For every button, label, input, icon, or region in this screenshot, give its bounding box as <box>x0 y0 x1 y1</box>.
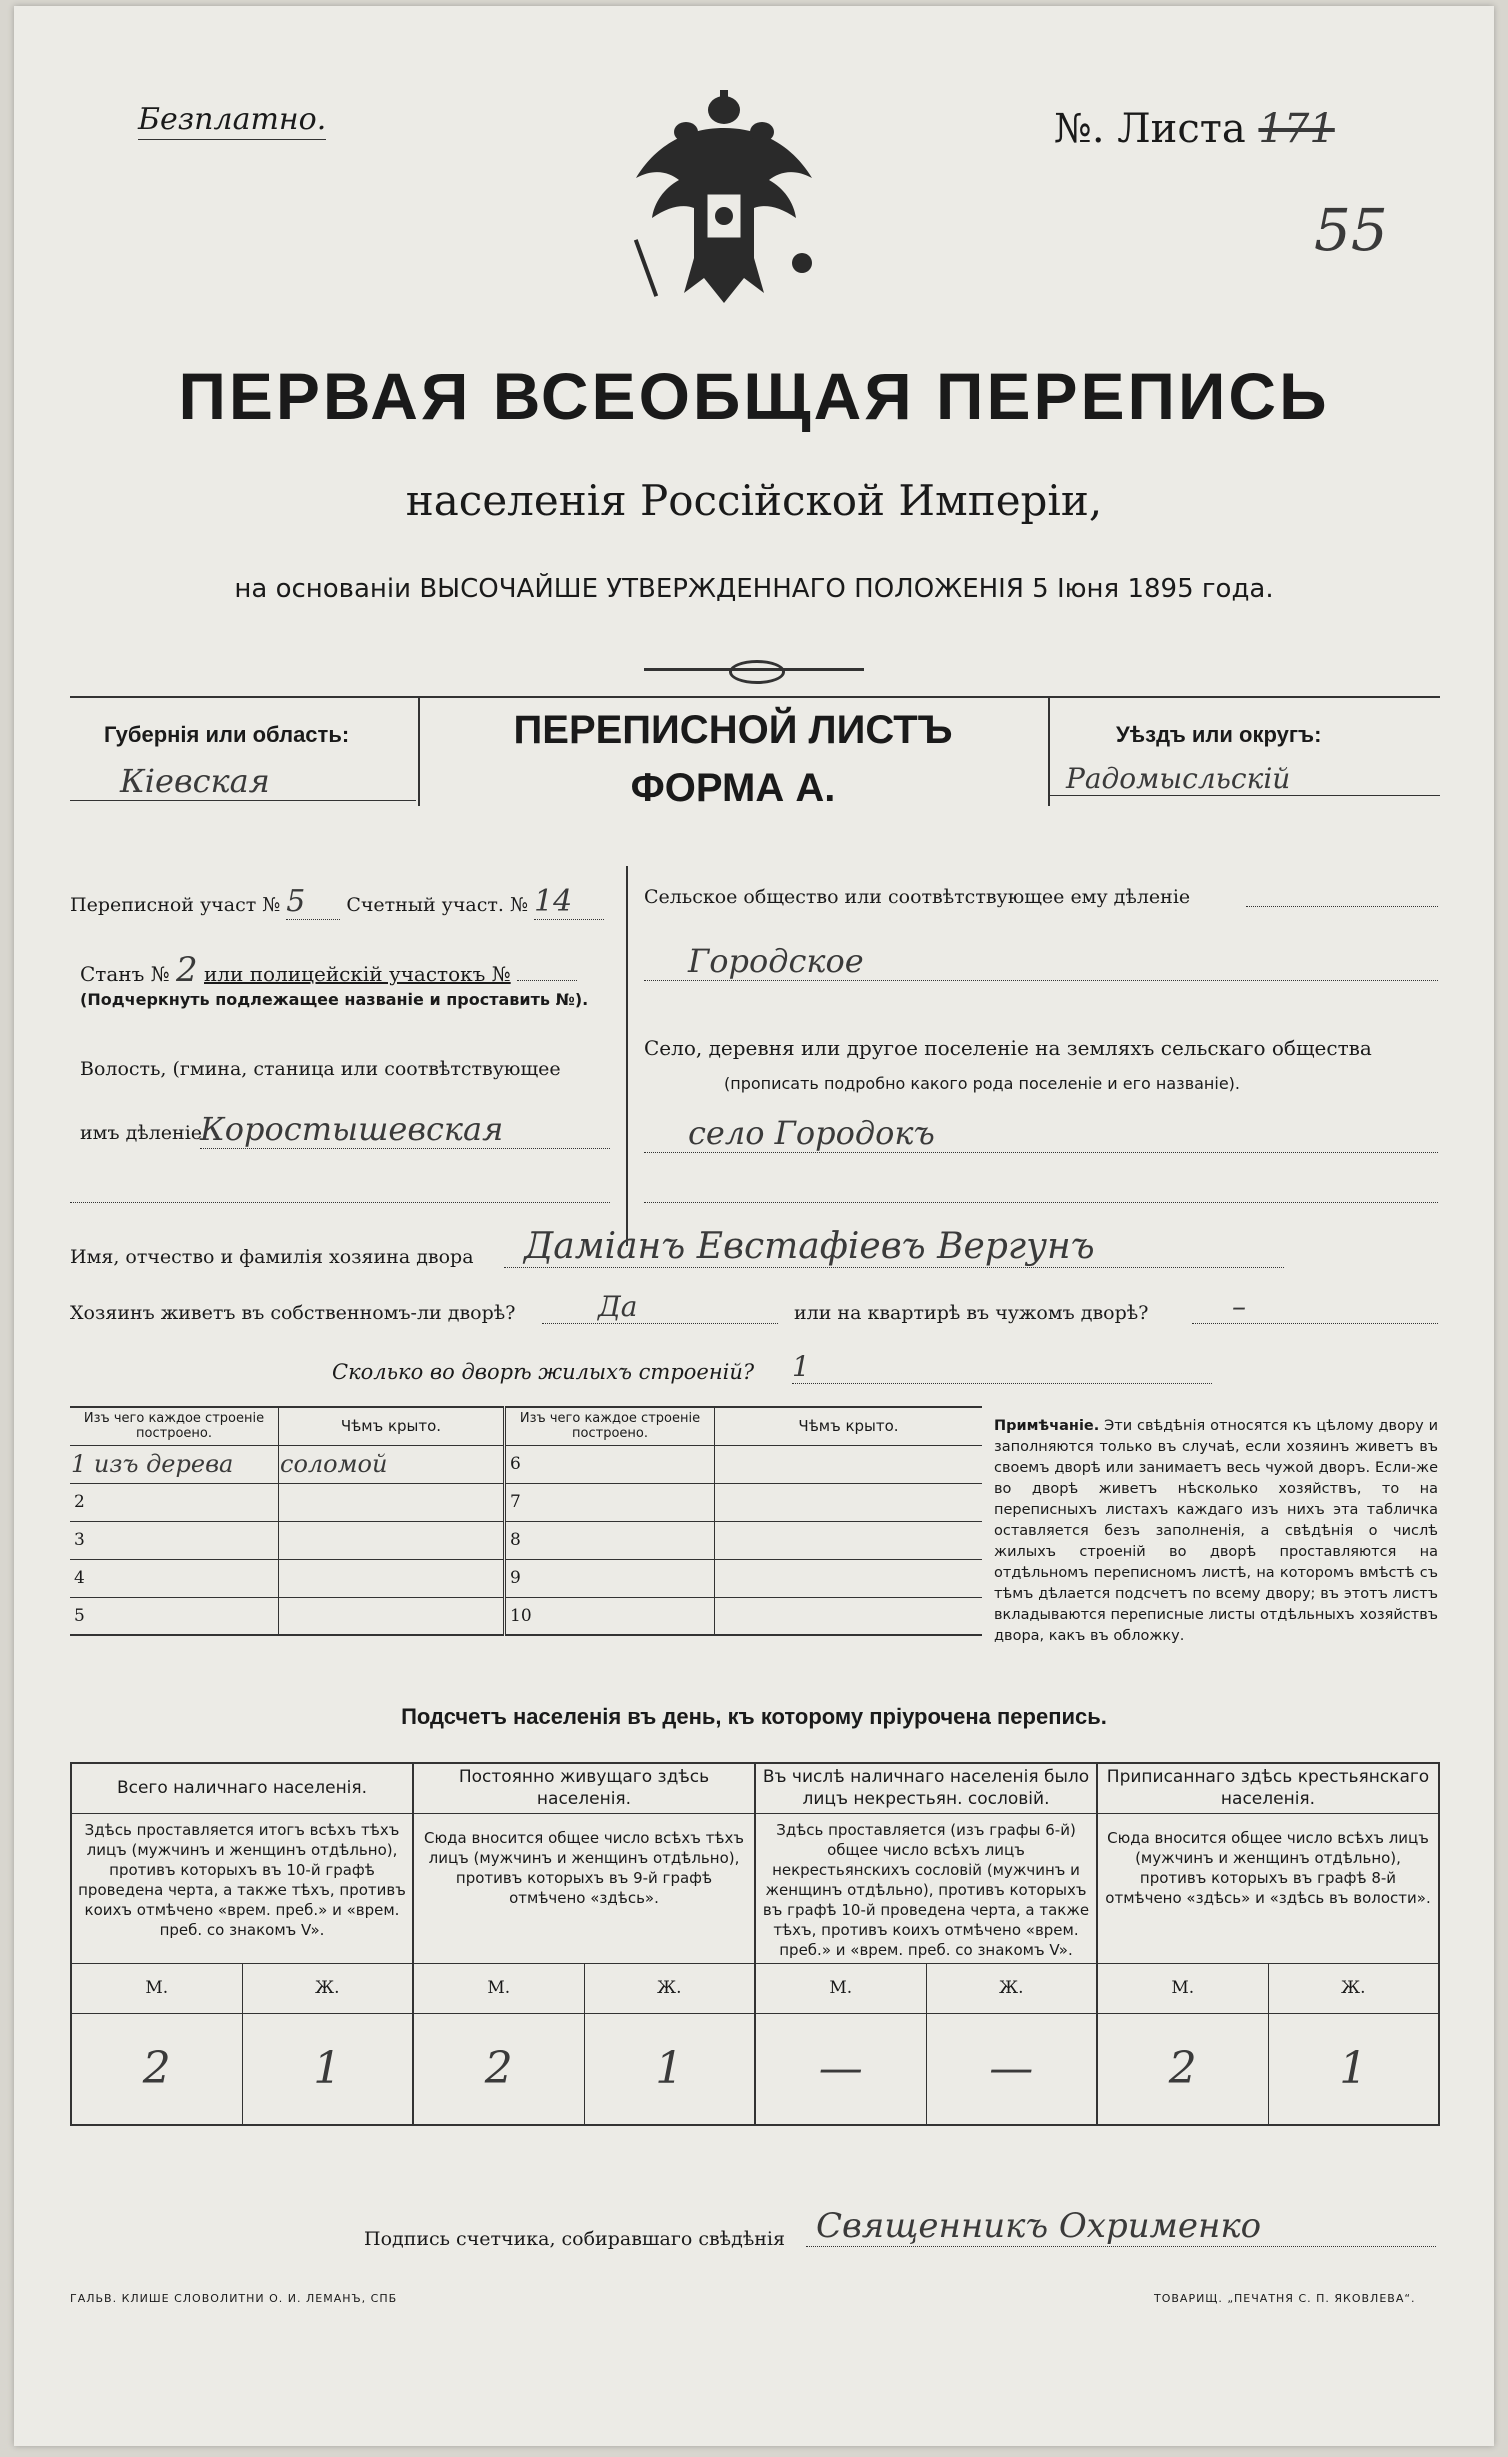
village-note: (прописать подробно какого рода поселеніе и его названіе). <box>724 1074 1240 1093</box>
sheet-number-value: 171 <box>1258 106 1335 152</box>
owner-own-label: Хозяинъ живетъ въ собственномъ-ли дворѣ? <box>70 1302 516 1324</box>
ornament-divider-center <box>729 660 785 684</box>
form-name: ПЕРЕПИСНОЙ ЛИСТЪ <box>513 708 953 752</box>
form-header-line <box>70 696 1440 698</box>
roof-value: соломой <box>279 1445 505 1483</box>
count-title: Подсчетъ населенія въ день, къ которому пріурочена перепись. <box>401 1704 1107 1729</box>
volost-label-line2: имъ дѣленіе <box>80 1122 203 1144</box>
population-count-table <box>70 1762 1440 2126</box>
society-label: Сельское общество или соотвѣтствующее ему дѣленіе <box>644 886 1191 908</box>
buildings-table <box>70 1406 982 1636</box>
owner-rent-label: или на квартирѣ въ чужомъ дворѣ? <box>794 1302 1149 1324</box>
footer-right: ТОВАРИЩ. „ПЕЧАТНЯ С. П. ЯКОВЛЕВА“. <box>1154 2292 1416 2305</box>
table-row <box>70 1445 982 1483</box>
count-value-peasant-f: 1 <box>1339 2043 1368 2095</box>
row-number: 10 <box>505 1597 715 1635</box>
counting-district-label: Счетный участ. № <box>346 894 528 916</box>
form-type: ФОРМА А. <box>630 766 836 810</box>
col-material-left: Изъ чего каждое строеніе построено. <box>70 1407 279 1445</box>
group-desc-non-peasant: Здѣсь проставляется (изъ графы 6-й) общее число всѣхъ лицъ некрестьянскихъ сословій (мужчинъ и женщинъ отдѣльно), противъ которыхъ въ графѣ 10-й проведена черта, а также тѣхъ, противъ коихъ отмѣчено «врем. преб.» и «врем. преб. со знакомъ V». <box>755 1813 1097 1963</box>
sheet-number-label: №. Листа <box>1054 106 1246 152</box>
row-number: 9 <box>505 1559 715 1597</box>
free-label: Безплатно. <box>138 102 326 140</box>
buildings-value: 1 <box>792 1350 1212 1384</box>
stan <box>80 950 577 990</box>
count-value-permanent-m: 2 <box>413 2013 584 2125</box>
volost-value: Коростышевская <box>200 1110 610 1149</box>
census-subtitle: населенія Россійской Имперіи, <box>405 476 1103 525</box>
row-number: 1 <box>71 1450 87 1478</box>
f-label: Ж. <box>926 1963 1097 2013</box>
f-label: Ж. <box>584 1963 755 2013</box>
row-number: 3 <box>70 1521 279 1559</box>
row-number: 6 <box>505 1445 715 1483</box>
table-row <box>70 1597 982 1635</box>
gubernia-value: Кіевская <box>70 762 416 801</box>
society-label-line <box>1246 906 1438 907</box>
stan-label: Станъ № <box>80 962 170 986</box>
f-label: Ж. <box>1340 1978 1366 1998</box>
m-label: М. <box>71 1963 242 2013</box>
group-head-peasant: Приписаннаго здѣсь крестьянскаго населенія. <box>1106 1767 1430 1810</box>
m-label: М. <box>755 1963 926 2013</box>
signature-value: Священникъ Охрименко <box>806 2206 1436 2247</box>
count-value-non-peasant-m: — <box>755 2013 926 2125</box>
count-value-non-peasant-f: — <box>926 2013 1097 2125</box>
row-number: 5 <box>70 1597 279 1635</box>
remark-text: Эти свѣдѣнія относятся къ цѣлому двору и заполняются только въ случаѣ, если хозяинъ живетъ въ своемъ дворѣ или занимаетъ весь чужой дворъ. Если-же во дворѣ живетъ нѣсколько хозяйствъ, то на переписныхъ листахъ каждаго изъ нихъ эта табличка оставляется безъ заполненія, а свѣдѣнія о числѣ жилыхъ строеній во дворѣ проставляются на отдѣльномъ переписномъ листѣ, на которомъ вмѣстѣ съ тѣмъ дѣлается подсчетъ по всему двору; въ этотъ листъ вкладываются переписные листы отдѣльныхъ хозяйствъ двора, какъ въ обложку. <box>994 1418 1439 1644</box>
row-number: 4 <box>70 1559 279 1597</box>
stan-note: (Подчеркнуть подлежащее названіе и проставить №). <box>80 990 589 1009</box>
remark-title: Примѣчаніе. <box>994 1418 1100 1434</box>
village-label: Село, деревня или другое поселеніе на земляхъ сельскаго общества <box>644 1036 1372 1060</box>
census-district <box>70 884 604 920</box>
sheet-number <box>1054 106 1335 152</box>
count-value-present-m: 2 <box>71 2013 242 2125</box>
group-head-permanent: Постоянно живущаго здѣсь населенія. <box>413 1763 755 1813</box>
count-value-present-f: 1 <box>242 2013 413 2125</box>
col-roof-left: Чѣмъ крыто. <box>279 1407 505 1445</box>
row-number: 7 <box>505 1483 715 1521</box>
uezd-label: Уѣздъ или округъ: <box>1116 722 1322 747</box>
buildings-label: Сколько во дворѣ жилыхъ строеній? <box>332 1360 755 1384</box>
group-head-non-peasant: Въ числѣ наличнаго населенія было лицъ некрестьян. сословій. <box>755 1763 1097 1813</box>
census-basis: на основаніи ВЫСОЧАЙШЕ УТВЕРЖДЕННАГО ПОЛОЖЕНІЯ 5 Іюня 1895 года. <box>234 574 1274 604</box>
double-headed-eagle-emblem-icon <box>624 88 824 318</box>
police-label: или полицейскій участокъ № <box>204 962 511 986</box>
gubernia-label: Губернія или область: <box>104 722 350 747</box>
material-value: изъ дерева <box>93 1450 234 1478</box>
row-number: 8 <box>505 1521 715 1559</box>
census-title: ПЕРВАЯ ВСЕОБЩАЯ ПЕРЕПИСЬ <box>178 359 1330 433</box>
col-roof-right: Чѣмъ крыто. <box>798 1417 899 1436</box>
owner-rent-value: – <box>1192 1290 1438 1324</box>
m-label: М. <box>413 1963 584 2013</box>
owner-own-value: Да <box>542 1290 778 1324</box>
count-value-permanent-f: 1 <box>584 2013 755 2125</box>
volost-label-line1: Волость, (гмина, станица или соотвѣтствующее <box>80 1058 561 1080</box>
group-desc-permanent: Сюда вносится общее число всѣхъ тѣхъ лицъ (мужчинъ и женщинъ отдѣльно), противъ которыхъ въ 9-й графѣ отмѣчено «здѣсь». <box>413 1813 755 1963</box>
group-desc-peasant: Сюда вносится общее число всѣхъ лицъ (мужчинъ и женщинъ отдѣльно), противъ которыхъ въ графѣ 8-й отмѣчено «здѣсь» и «здѣсь въ волости». <box>1105 1828 1431 1907</box>
census-district-value: 5 <box>286 884 340 920</box>
volost-extra-line <box>70 1202 610 1203</box>
census-sheet <box>14 6 1494 2446</box>
f-label: Ж. <box>242 1963 413 2013</box>
signature-label: Подпись счетчика, собиравшаго свѣдѣнія <box>364 2228 785 2250</box>
owner-name-value: Дамiанъ Евстафiевъ Вергунъ <box>504 1226 1284 1268</box>
remark <box>994 1416 1438 1647</box>
owner-name-label: Имя, отчество и фамилія хозяина двора <box>70 1246 474 1268</box>
uezd-value: Радомысльскій <box>1050 762 1440 796</box>
counting-district-value: 14 <box>534 884 604 920</box>
m-label: М. <box>1097 1963 1268 2013</box>
table-row <box>70 1521 982 1559</box>
stan-value: 2 <box>176 950 198 990</box>
society-value: Городское <box>644 942 1438 981</box>
village-extra-line <box>644 1202 1438 1203</box>
footer-left: ГАЛЬВ. КЛИШЕ СЛОВОЛИТНИ О. И. ЛЕМАНЪ, СПБ <box>70 2292 398 2305</box>
census-district-label: Переписной участ № <box>70 894 281 916</box>
row-number: 2 <box>70 1483 279 1521</box>
table-row <box>70 1559 982 1597</box>
group-desc-present: Здѣсь проставляется итогъ всѣхъ тѣхъ лицъ (мужчинъ и женщинъ отдѣльно), противъ которыхъ въ 10-й графѣ проведена черта, а также тѣхъ, противъ коихъ отмѣчено «врем. преб.» и «врем. преб. со знакомъ V». <box>71 1813 413 1963</box>
location-divider <box>626 866 628 1246</box>
archive-number: 55 <box>1314 196 1388 264</box>
village-value: село Городокъ <box>644 1114 1438 1153</box>
count-value-peasant-m: 2 <box>1097 2013 1268 2125</box>
col-material-right: Изъ чего каждое строеніе построено. <box>505 1407 715 1445</box>
table-row <box>70 1483 982 1521</box>
group-head-present: Всего наличнаго населенія. <box>71 1763 413 1813</box>
